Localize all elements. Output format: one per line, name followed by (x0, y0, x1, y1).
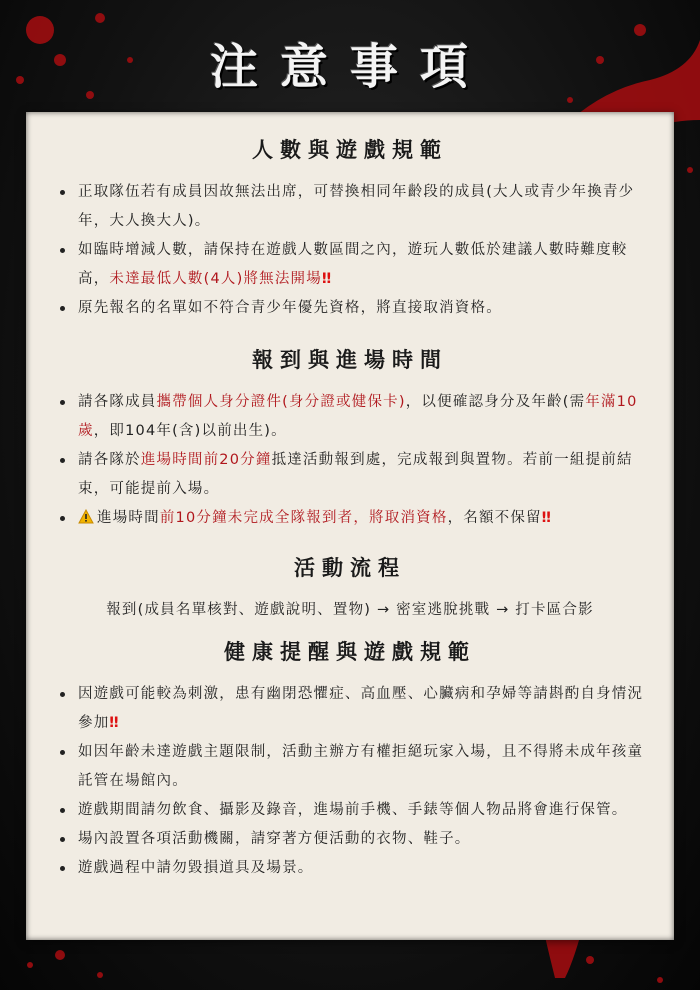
list-item (78, 825, 646, 854)
list-item (78, 388, 646, 446)
list-item (78, 446, 646, 504)
item-text: 正取隊伍若有成員因故無法出席，可替換相同年齡段的成員(大人或青少年換青少年，大人換大人)。 (78, 184, 635, 229)
item-text: ，名額不保留 (447, 510, 542, 526)
section-heading-rules: 人數與遊戲規範 (252, 137, 448, 162)
list-item (78, 680, 646, 738)
bullet-list (26, 388, 674, 533)
section-heading-flow: 活動流程 (294, 555, 406, 580)
exclamation-icon: ‼ (541, 510, 551, 526)
item-text: ，以便確認身分及年齡(需 (405, 394, 586, 410)
item-text: ，即104年(含)以前出生)。 (93, 423, 287, 439)
item-text: 遊戲過程中請勿毀損道具及場景。 (78, 860, 314, 876)
item-text: 如因年齡未達遊戲主題限制，活動主辦方有權拒絕玩家入場，且不得將未成年孩童託管在場館內。 (78, 744, 644, 789)
section-heading-health: 健康提醒與遊戲規範 (224, 639, 476, 664)
list-item (78, 178, 646, 236)
list-item (78, 236, 646, 294)
section (26, 134, 674, 323)
item-text: 進場時間 (97, 510, 160, 526)
highlight-text: 攜帶個人身分證件(身分證或健保卡) (156, 394, 406, 410)
bullet-list (26, 680, 674, 883)
section (26, 552, 674, 625)
item-text: 抵達活動報到處，完成報到與置物。若前一組提前結束，可能提前入場。 (78, 452, 633, 497)
highlight-text: 年滿10歲 (78, 394, 638, 439)
list-item (78, 738, 646, 796)
item-text: 原先報名的名單如不符合青少年優先資格，將直接取消資格。 (78, 300, 502, 316)
item-text: 請各隊於 (78, 452, 141, 468)
section (26, 636, 674, 883)
highlight-text: 未達最低人數(4人)將無法開場 (109, 271, 322, 287)
list-item (78, 294, 646, 323)
item-text: 遊戲期間請勿飲食、攝影及錄音，進場前手機、手錶等個人物品將會進行保管。 (78, 802, 628, 818)
exclamation-icon: ‼ (109, 715, 119, 731)
item-text: 請各隊成員 (78, 394, 157, 410)
item-text: 場內設置各項活動機關，請穿著方便活動的衣物、鞋子。 (78, 831, 471, 847)
highlight-text: 前10分鐘未完成全隊報到者，將取消資格 (159, 510, 448, 526)
list-item (78, 504, 646, 533)
activity-flow: 報到(成員名單核對、遊戲說明、置物) → 密室逃脫挑戰 → 打卡區合影 (106, 602, 594, 618)
section (26, 344, 674, 533)
section-heading-checkin: 報到與進場時間 (252, 347, 448, 372)
highlight-text: 進場時間前20分鐘 (140, 452, 272, 468)
page-title: 注意事項 (209, 39, 490, 95)
item-text: 如臨時增減人數，請保持在遊戲人數區間之內，遊玩人數低於建議人數時難度較高， (78, 242, 628, 287)
bullet-list (26, 178, 674, 323)
list-item (78, 854, 646, 883)
exclamation-icon: ‼ (321, 271, 332, 287)
item-text: 因遊戲可能較為刺激，患有幽閉恐懼症、高血壓、心臟病和孕婦等請斟酌自身情況參加 (78, 686, 644, 731)
warning-icon (78, 509, 94, 524)
list-item (78, 796, 646, 825)
